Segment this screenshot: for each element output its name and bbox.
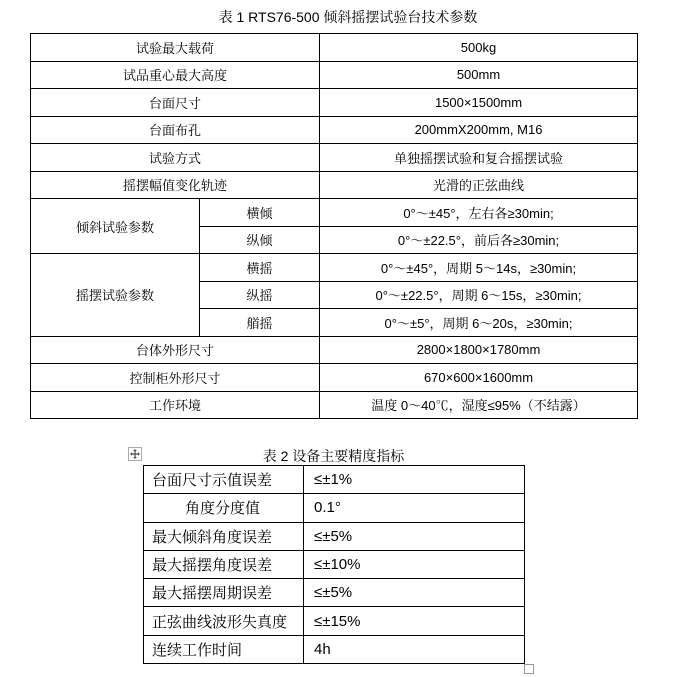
table-row [31,171,638,199]
param-value-cell: 500mm [320,61,638,89]
metric-value-cell: ≤±5% [304,579,525,607]
param-label-cell: 台面布孔 [31,116,320,144]
table2-title: 表 2 设备主要精度指标 [262,448,405,464]
table-row [144,550,525,578]
table-row [31,144,638,172]
table-row [31,34,638,62]
param-label-cell: 台体外形尺寸 [31,336,320,364]
metric-label-cell: 角度分度值 [144,494,304,522]
metric-label-cell: 最大摇摆周期误差 [144,579,304,607]
metric-label-cell: 连续工作时间 [144,635,304,663]
sub-param-label-cell: 纵倾 [200,226,320,254]
sub-param-label-cell: 横摇 [200,254,320,282]
table-row [144,466,525,494]
param-label-cell: 台面尺寸 [31,89,320,117]
metric-label-cell: 台面尺寸示值误差 [144,466,304,494]
sub-param-label-cell: 横倾 [200,199,320,227]
table-row [31,391,638,419]
param-value-cell: 0°～±45°，左右各≥30min; [320,199,638,227]
param-label-cell: 控制柜外形尺寸 [31,364,320,392]
table-row [144,579,525,607]
metric-value-cell: ≤±15% [304,607,525,635]
param-value-cell: 0°～±22.5°，前后各≥30min; [320,226,638,254]
param-value-cell: 温度 0～40℃，湿度≤95%（不结露） [320,391,638,419]
metric-label-cell: 最大倾斜角度误差 [144,522,304,550]
metric-value-cell: 0.1° [304,494,525,522]
param-value-cell: 200mmX200mm, M16 [320,116,638,144]
param-group-label-cell: 摇摆试验参数 [31,254,200,337]
table-row [31,199,638,227]
table-row [31,254,638,282]
param-label-cell: 试验方式 [31,144,320,172]
sub-param-label-cell: 纵摇 [200,281,320,309]
table-resize-handle[interactable] [524,664,534,674]
param-value-cell: 0°～±22.5°，周期 6～15s，≥30min; [320,281,638,309]
param-label-cell: 试验最大载荷 [31,34,320,62]
table-row [31,364,638,392]
param-label-cell: 摇摆幅值变化轨迹 [31,171,320,199]
table-row [144,522,525,550]
param-value-cell: 0°～±5°，周期 6～20s，≥30min; [320,309,638,337]
param-value-cell: 0°～±45°，周期 5～14s，≥30min; [320,254,638,282]
table-move-handle[interactable] [128,447,142,461]
table1-tech-params [30,33,638,419]
param-value-cell: 单独摇摆试验和复合摇摆试验 [320,144,638,172]
sub-param-label-cell: 艏摇 [200,309,320,337]
param-value-cell: 2800×1800×1780mm [320,336,638,364]
param-label-cell: 工作环境 [31,391,320,419]
table-row [144,607,525,635]
param-group-label-cell: 倾斜试验参数 [31,199,200,254]
table-row [144,635,525,663]
metric-value-cell: 4h [304,635,525,663]
table1-title: 表 1 RTS76-500 倾斜摇摆试验台技术参数 [218,9,478,25]
metric-label-cell: 最大摇摆角度误差 [144,550,304,578]
metric-value-cell: ≤±10% [304,550,525,578]
table-row [31,116,638,144]
table-row [144,494,525,522]
metric-value-cell: ≤±1% [304,466,525,494]
table-row [31,336,638,364]
param-value-cell: 500kg [320,34,638,62]
table-row [31,89,638,117]
param-label-cell: 试品重心最大高度 [31,61,320,89]
param-value-cell: 670×600×1600mm [320,364,638,392]
param-value-cell: 光滑的正弦曲线 [320,171,638,199]
table-row [31,61,638,89]
param-value-cell: 1500×1500mm [320,89,638,117]
table2-precision-specs [143,465,525,664]
metric-value-cell: ≤±5% [304,522,525,550]
four-way-arrow-icon [130,449,140,459]
metric-label-cell: 正弦曲线波形失真度 [144,607,304,635]
